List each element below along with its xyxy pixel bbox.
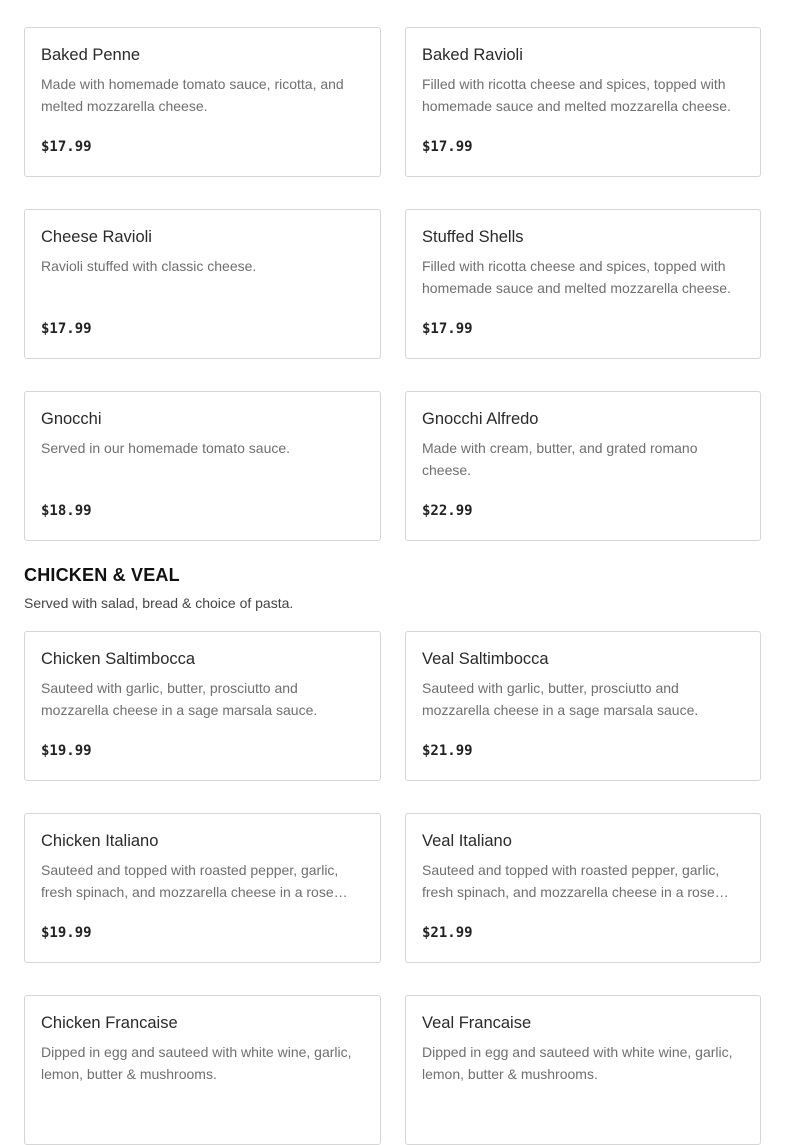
menu-item-price: $17.99 xyxy=(41,321,92,337)
menu-item-description: Sauteed with garlic, butter, prosciutto and mozzarella cheese in a sage marsala sauce. xyxy=(422,680,699,718)
menu-item-card[interactable] xyxy=(405,631,761,781)
menu-item-price: $21.99 xyxy=(422,925,473,941)
menu-item-name: Veal Italiano xyxy=(422,832,512,850)
menu-item-price: $17.99 xyxy=(422,139,473,155)
menu-item-description: Filled with ricotta cheese and spices, topped with homemade sauce and melted mozzarella cheese. xyxy=(422,76,731,114)
menu-item-price: $19.99 xyxy=(41,925,92,941)
menu-item-price: $22.99 xyxy=(422,503,473,519)
menu-item-name: Veal Francaise xyxy=(422,1014,532,1032)
menu-item-card[interactable] xyxy=(405,391,761,541)
menu-item-description: Sauteed with garlic, butter, prosciutto and mozzarella cheese in a sage marsala sauce. xyxy=(41,680,318,718)
section-heading: CHICKEN & VEAL xyxy=(24,565,180,585)
menu-item-description: Dipped in egg and sauteed with white wine, garlic, lemon, butter & mushrooms. xyxy=(41,1044,352,1082)
menu-item-description: Sauteed and topped with roasted pepper, garlic, fresh spinach, and mozzarella cheese in a rose… xyxy=(422,862,729,900)
menu-item-name: Baked Penne xyxy=(41,46,141,64)
menu-item-card[interactable] xyxy=(405,995,761,1145)
menu-item-card[interactable] xyxy=(405,27,761,177)
section-subheading: Served with salad, bread & choice of pasta. xyxy=(24,595,294,611)
menu-item-card[interactable] xyxy=(405,209,761,359)
menu-item-price: $19.99 xyxy=(41,743,92,759)
menu-item-card[interactable] xyxy=(24,813,381,963)
menu-item-description: Ravioli stuffed with classic cheese. xyxy=(41,258,257,274)
menu-item-price: $17.99 xyxy=(422,321,473,337)
menu-item-card[interactable] xyxy=(24,391,381,541)
menu-item-name: Stuffed Shells xyxy=(422,228,524,246)
menu-item-name: Chicken Italiano xyxy=(41,832,159,850)
menu-item-description: Filled with ricotta cheese and spices, topped with homemade sauce and melted mozzarella cheese. xyxy=(422,258,731,296)
menu-item-name: Veal Saltimbocca xyxy=(422,650,549,668)
menu-item-card[interactable] xyxy=(24,995,381,1145)
menu-item-name: Chicken Saltimbocca xyxy=(41,650,196,668)
menu-item-price: $17.99 xyxy=(41,139,92,155)
menu-item-name: Baked Ravioli xyxy=(422,46,523,64)
menu-item-description: Served in our homemade tomato sauce. xyxy=(41,440,291,456)
menu-item-price: $21.99 xyxy=(422,743,473,759)
menu-item-price: $18.99 xyxy=(41,503,92,519)
menu-item-description: Sauteed and topped with roasted pepper, garlic, fresh spinach, and mozzarella cheese in a rose… xyxy=(41,862,348,900)
menu-item-card[interactable] xyxy=(24,27,381,177)
menu-item-card[interactable] xyxy=(405,813,761,963)
menu-item-description: Made with homemade tomato sauce, ricotta, and melted mozzarella cheese. xyxy=(41,76,344,114)
menu-item-name: Chicken Francaise xyxy=(41,1014,178,1032)
menu-item-name: Gnocchi Alfredo xyxy=(422,410,539,428)
menu-item-card[interactable] xyxy=(24,209,381,359)
menu-item-description: Dipped in egg and sauteed with white wine, garlic, lemon, butter & mushrooms. xyxy=(422,1044,733,1082)
menu-item-name: Cheese Ravioli xyxy=(41,228,152,246)
menu-item-card[interactable] xyxy=(24,631,381,781)
menu-item-name: Gnocchi xyxy=(41,410,102,428)
menu-item-description: Made with cream, butter, and grated romano cheese. xyxy=(422,440,698,478)
